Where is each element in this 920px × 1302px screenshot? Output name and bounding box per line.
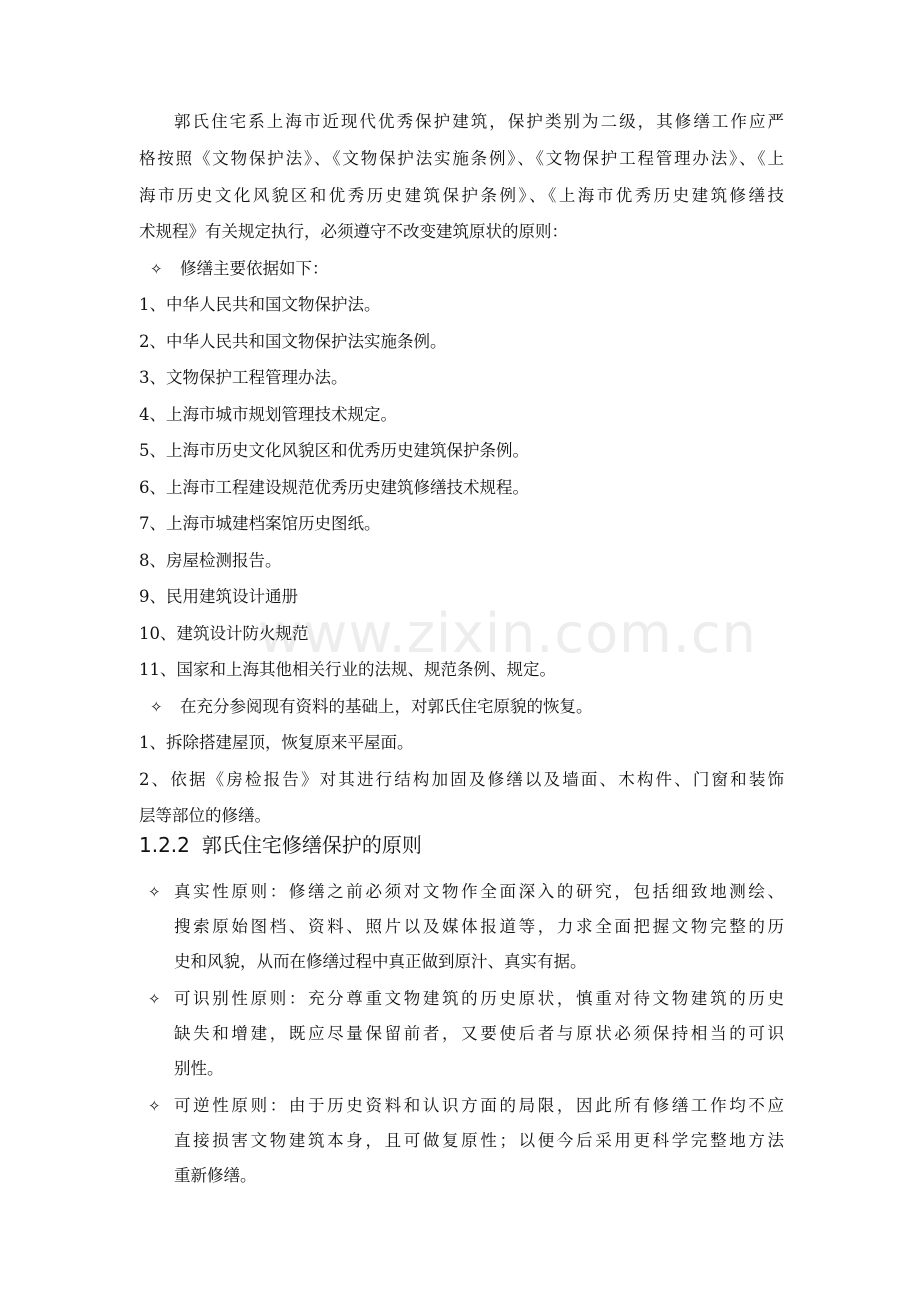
intro-line: 郭氏住宅系上海市近现代优秀保护建筑，保护类别为二级，其修缮工作应严 xyxy=(174,112,784,131)
diamond-bullet-icon: ✧ xyxy=(148,883,161,901)
diamond-bullet-icon: ✧ xyxy=(150,260,163,278)
list-item: 4、上海市城市规划管理技术规定。 xyxy=(139,405,397,424)
principle-line: 可逆性原则：由于历史资料和认识方面的局限，因此所有修缮工作均不应 xyxy=(174,1096,784,1115)
intro-line: 术规程》有关规定执行，必须遵守不改变建筑原状的原则： xyxy=(139,222,568,241)
section-number: 1.2.2 xyxy=(139,833,190,857)
diamond-bullet-icon: ✧ xyxy=(150,698,163,716)
list-item: 1、拆除搭建屋顶，恢复原来平屋面。 xyxy=(139,733,414,752)
principle-line: 重新修缮。 xyxy=(174,1166,257,1185)
list-item-continuation: 层等部位的修缮。 xyxy=(139,806,271,825)
principle-line: 搜索原始图档、资料、照片以及媒体报道等，力求全面把握文物完整的历 xyxy=(174,917,784,936)
list-item: 2、中华人民共和国文物保护法实施条例。 xyxy=(139,332,447,351)
diamond-bullet-icon: ✧ xyxy=(148,1097,161,1115)
list-item: 5、上海市历史文化风貌区和优秀历史建筑保护条例。 xyxy=(139,441,529,460)
list-item: 2、依据《房检报告》对其进行结构加固及修缮以及墙面、木构件、门窗和装饰 xyxy=(139,770,784,789)
list-item: 1、中华人民共和国文物保护法。 xyxy=(139,295,381,314)
list-item: 8、房屋检测报告。 xyxy=(139,551,282,570)
principle-line: 别性。 xyxy=(174,1059,224,1078)
principle-line: 缺失和增建，既应尽量保留前者，又要使后者与原状必须保持相当的可识 xyxy=(174,1024,784,1043)
list-item: 7、上海市城建档案馆历史图纸。 xyxy=(139,514,381,533)
section-title: 郭氏住宅修缮保护的原则 xyxy=(201,833,422,857)
list-item: 10、建筑设计防火规范 xyxy=(139,624,309,643)
list-item: 9、民用建筑设计通册 xyxy=(139,587,298,606)
watermark: www.zixin.com.cn xyxy=(258,602,757,665)
diamond-bullet-icon: ✧ xyxy=(148,990,161,1008)
basis-heading: 修缮主要依据如下： xyxy=(180,259,329,278)
list-item: 3、文物保护工程管理办法。 xyxy=(139,368,348,387)
principle-line: 真实性原则：修缮之前必须对文物作全面深入的研究，包括细致地测绘、 xyxy=(174,882,784,901)
list-item: 6、上海市工程建设规范优秀历史建筑修缮技术规程。 xyxy=(139,478,529,497)
intro-line: 海市历史文化风貌区和优秀历史建筑保护条例》、《上海市优秀历史建筑修缮技 xyxy=(139,186,784,205)
principle-line: 史和风貌，从而在修缮过程中真正做到原汁、真实有据。 xyxy=(174,952,587,971)
restore-heading: 在充分参阅现有资料的基础上，对郭氏住宅原貌的恢复。 xyxy=(180,697,593,716)
list-item: 11、国家和上海其他相关行业的法规、规范条例、规定。 xyxy=(139,660,556,679)
section-heading xyxy=(139,833,422,857)
intro-line: 格按照《文物保护法》、《文物保护法实施条例》、《文物保护工程管理办法》、《上 xyxy=(139,149,784,168)
principle-line: 直接损害文物建筑本身，且可做复原性；以便今后采用更科学完整地方法 xyxy=(174,1131,784,1150)
principle-line: 可识别性原则：充分尊重文物建筑的历史原状，慎重对待文物建筑的历史 xyxy=(174,989,784,1008)
